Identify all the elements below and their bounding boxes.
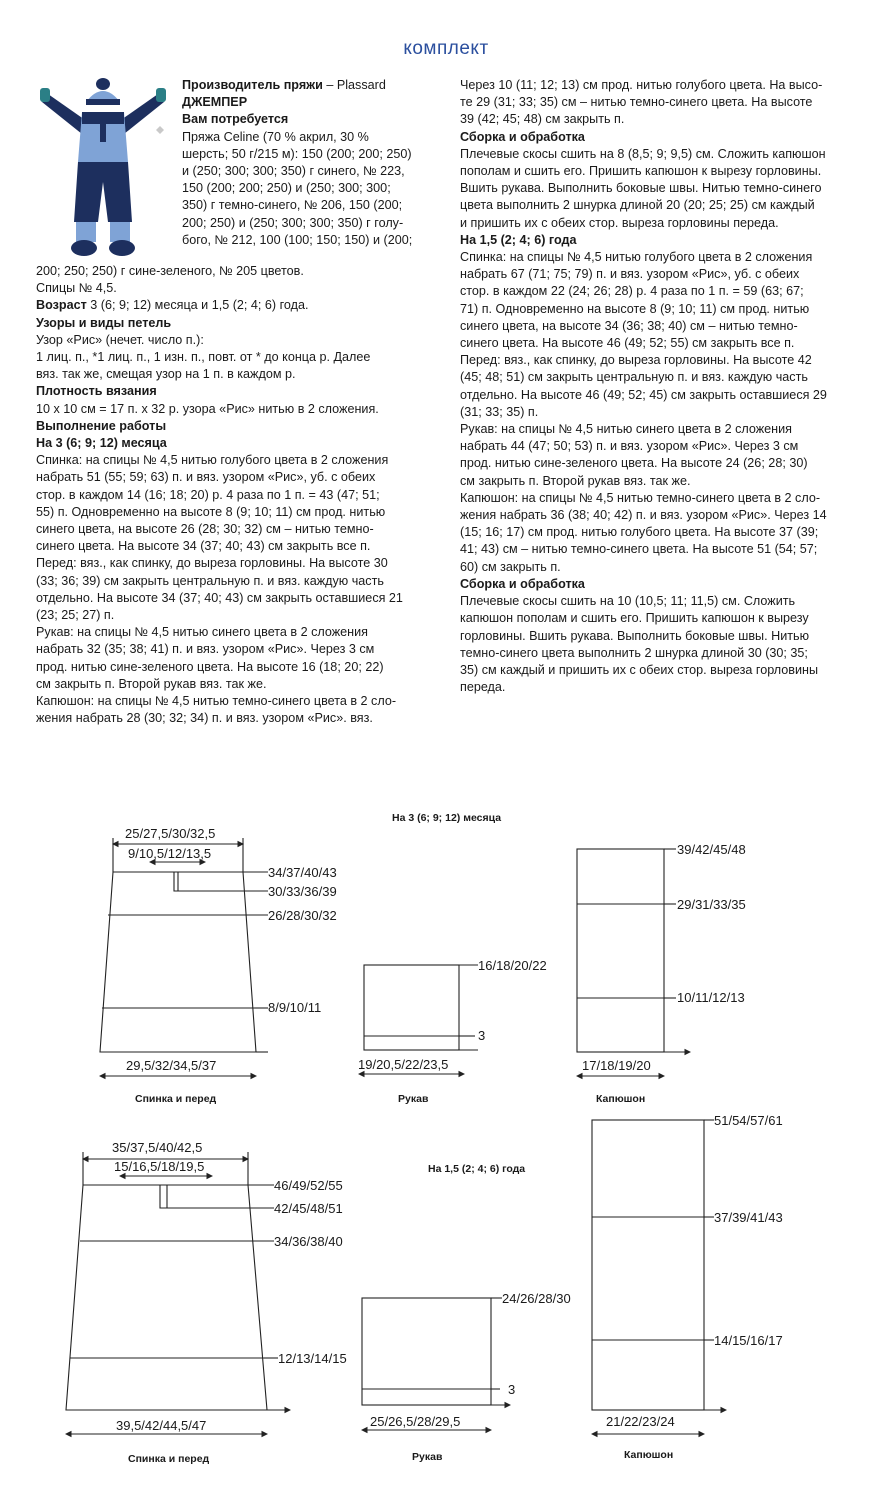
small-body-h2: 30/33/36/39: [268, 884, 337, 899]
line-text: 1 лиц. п., *1 лиц. п., 1 изн. п., повт. от * до конца р. Далее: [36, 350, 371, 365]
line-text: Узор «Рис» (нечет. число п.):: [36, 332, 204, 347]
line-text: Вшить рукава. Выполнить боковые швы. Нитью темно-синего: [460, 181, 822, 196]
line-text: 350) г темно-синего, № 206, 150 (200;: [182, 198, 403, 213]
text-line: [460, 283, 870, 300]
text-line: [36, 590, 446, 607]
large-sleeve-h1: 24/26/28/30: [502, 1291, 571, 1306]
line-text: набрать 67 (71; 75; 79) п. и вяз. узором «Рис», уб. с обеих: [460, 267, 800, 282]
text-line: [460, 180, 870, 197]
small-hood-caption: Капюшон: [596, 1093, 646, 1105]
line-text: Пряжа Celine (70 % акрил, 30 %: [182, 129, 369, 144]
large-body-h1: 46/49/52/55: [274, 1178, 343, 1193]
line-text: 55) п. Одновременно на высоте 8 (9; 10; 11) см прод. нитью: [36, 504, 386, 519]
bold-heading: Плотность вязания: [36, 384, 157, 399]
text-line: [460, 438, 870, 455]
large-body-h3: 34/36/38/40: [274, 1234, 343, 1249]
text-line: [36, 538, 446, 555]
small-body-caption: Спинка и перед: [135, 1093, 217, 1105]
text-line: [460, 77, 870, 94]
line-text: Капюшон: на спицы № 4,5 нитью темно-синего цвета в 2 сло-: [36, 694, 397, 709]
line-text: переда.: [460, 680, 506, 695]
text-line: [182, 111, 444, 128]
text-line: [460, 576, 870, 593]
left-column-intro: [182, 77, 444, 249]
text-line: [460, 301, 870, 318]
line-text: см закрыть п. Второй рукав вяз. так же.: [460, 473, 691, 488]
text-line: [36, 710, 446, 727]
text-line: [36, 366, 446, 383]
line-text: отдельно. На высоте 46 (49; 52; 45) см закрыть оставшиеся 29: [460, 387, 827, 402]
line-text: Через 10 (11; 12; 13) см прод. нитью голубого цвета. На высо-: [460, 78, 823, 92]
line-text: синего цвета, на высоте 26 (28; 30; 32) см – нитью темно-: [36, 522, 374, 537]
line-text: 3 (6; 9; 12) месяца и 1,5 (2; 4; 6) года.: [86, 298, 309, 313]
line-text: 35) см каждый и пришить их с обеих стор. выреза горловины: [460, 662, 818, 677]
large-sleeve-caption: Рукав: [412, 1451, 443, 1463]
line-text: 10 х 10 см = 17 п. х 32 р. узора «Рис» нитью в 2 сложения.: [36, 401, 379, 416]
small-body-top-width: 25/27,5/30/32,5: [125, 826, 216, 841]
text-line: [36, 676, 446, 693]
page-title: комплект: [403, 38, 489, 59]
text-line: [460, 266, 870, 283]
line-text: синего цвета. На высоте 46 (49; 52; 55) см закрыть все п.: [460, 336, 795, 351]
small-sleeve-width: 19/20,5/22/23,5: [358, 1057, 449, 1072]
line-text: набрать 51 (55; 59; 63) п. и вяз. узором «Рис», уб. с обеих: [36, 470, 376, 485]
line-text: Спинка: на спицы № 4,5 нитью голубого цвета в 2 сложения: [36, 453, 389, 468]
text-line: [36, 555, 446, 572]
small-body-neck-width: 9/10,5/12/13,5: [128, 846, 212, 861]
large-body-caption: Спинка и перед: [128, 1453, 210, 1465]
large-body-h4: 12/13/14/15: [278, 1351, 347, 1366]
text-line: [460, 111, 870, 128]
line-text: Перед: вяз., как спинку, до выреза горловины. На высоте 30: [36, 556, 388, 571]
line-text: Капюшон: на спицы № 4,5 нитью темно-синего цвета в 2 сло-: [460, 490, 821, 505]
large-sleeve-width: 25/26,5/28/29,5: [370, 1414, 461, 1429]
text-line: [460, 662, 870, 679]
line-text: Рукав: на спицы № 4,5 нитью синего цвета в 2 сложения: [460, 422, 792, 437]
large-hood-width: 21/22/23/24: [606, 1414, 675, 1429]
bold-heading: Выполнение работы: [36, 418, 167, 433]
line-text: см закрыть п. Второй рукав вяз. так же.: [36, 676, 267, 691]
text-line: [36, 263, 446, 280]
line-text: синего цвета. На высоте 34 (37; 40; 43) см закрыть все п.: [36, 539, 371, 554]
line-text: капюшон пополам и сшить его. Пришить капюшон к вырезу: [460, 611, 809, 626]
text-line: [36, 332, 446, 349]
text-line: [460, 559, 870, 576]
text-line: [36, 452, 446, 469]
text-line: [36, 401, 446, 418]
bold-heading: На 1,5 (2; 4; 6) года: [460, 232, 577, 247]
text-line: [460, 163, 870, 180]
text-line: [460, 129, 870, 146]
line-text: те 29 (31; 33; 35) см – нитью темно-синего цвета. На высоте: [460, 95, 813, 110]
text-line: [182, 129, 444, 146]
bold-heading: Вам потребуется: [182, 112, 289, 127]
line-text: набрать 44 (47; 50; 53) п. и вяз. узором «Рис». Через 3 см: [460, 439, 799, 454]
text-line: [36, 315, 446, 332]
text-line: [36, 487, 446, 504]
line-text: 41; 43) см – нитью темно-синего цвета. На высоте 51 (54; 57;: [460, 542, 818, 557]
large-body-h2: 42/45/48/51: [274, 1201, 343, 1216]
line-text: 39 (42; 45; 48) см закрыть п.: [460, 112, 625, 127]
line-text: вяз. так же, смещая узор на 1 п. в каждом р.: [36, 367, 296, 382]
line-text: (31; 33; 35) п.: [460, 404, 539, 419]
small-body-outline: [100, 872, 256, 1052]
line-text: Плечевые скосы сшить на 10 (10,5; 11; 11,5) см. Сложить: [460, 594, 796, 609]
line-text: синего цвета, на высоте 34 (36; 38; 40) см – нитью темно-: [460, 318, 798, 333]
text-line: [36, 641, 446, 658]
line-text: Спинка: на спицы № 4,5 нитью голубого цвета в 2 сложения: [460, 250, 813, 265]
line-text: набрать 32 (35; 38; 41) п. и вяз. узором «Рис». Через 3 см: [36, 642, 375, 657]
large-body-top-width: 35/37,5/40/42,5: [112, 1140, 203, 1155]
text-line: [182, 163, 444, 180]
text-line: [36, 297, 446, 314]
small-hood-h3: 10/11/12/13: [677, 990, 745, 1005]
bold-heading: ДЖЕМПЕР: [182, 95, 248, 110]
text-line: [460, 541, 870, 558]
line-text: – Plassard: [322, 78, 386, 92]
small-body-h4: 8/9/10/11: [268, 1000, 322, 1015]
text-line: [460, 645, 870, 662]
text-line: [460, 369, 870, 386]
line-text: Плечевые скосы сшить на 8 (8,5; 9; 9,5) см. Сложить капюшон: [460, 146, 826, 161]
text-line: [36, 504, 446, 521]
text-line: [36, 659, 446, 676]
line-text: Рукав: на спицы № 4,5 нитью синего цвета в 2 сложения: [36, 625, 368, 640]
line-text: стор. в каждом 14 (16; 18; 20) р. 4 раза по 1 п. = 43 (47; 51;: [36, 487, 380, 502]
text-line: [460, 197, 870, 214]
left-column-body: [36, 263, 446, 727]
bold-heading: Производитель пряжи: [182, 78, 323, 92]
large-body-neck-width: 15/16,5/18/19,5: [114, 1159, 205, 1174]
line-text: пополам и сшить его. Пришить капюшон к вырезу горловины.: [460, 164, 822, 179]
text-line: [460, 232, 870, 249]
text-line: [460, 593, 870, 610]
bold-heading: Узоры и виды петель: [36, 315, 172, 330]
text-line: [36, 469, 446, 486]
large-sleeve-h2: 3: [508, 1382, 516, 1397]
text-line: [460, 352, 870, 369]
bold-heading: Возраст: [36, 298, 87, 313]
text-line: [460, 473, 870, 490]
line-text: Спицы № 4,5.: [36, 281, 117, 296]
small-heading: На 3 (6; 9; 12) месяца: [392, 812, 502, 824]
text-line: [460, 404, 870, 421]
text-line: [182, 232, 444, 249]
small-sleeve-caption: Рукав: [398, 1093, 429, 1105]
large-heading: На 1,5 (2; 4; 6) года: [428, 1163, 526, 1175]
small-hood-width: 17/18/19/20: [582, 1058, 651, 1073]
text-line: [460, 507, 870, 524]
large-body-bottom-width: 39,5/42/44,5/47: [116, 1418, 207, 1433]
line-text: и пришить их с обеих стор. выреза горловины переда.: [460, 215, 779, 230]
text-line: [460, 215, 870, 232]
text-line: [36, 383, 446, 400]
text-line: [182, 94, 444, 111]
text-line: [460, 524, 870, 541]
large-hood-caption: Капюшон: [624, 1449, 674, 1461]
line-text: прод. нитью сине-зеленого цвета. На высоте 16 (18; 20; 22): [36, 659, 384, 674]
right-column-body: [460, 77, 870, 696]
line-text: шерсть; 50 г/215 м): 150 (200; 200; 250): [182, 146, 412, 161]
line-text: 200; 250) и (250; 300; 300; 350) г голу-: [182, 215, 404, 230]
outfit-photo: [36, 72, 178, 262]
line-text: (15; 16; 17) см прод. нитью голубого цвета. На высоте 37 (39;: [460, 525, 819, 540]
text-line: [182, 180, 444, 197]
line-text: цвета выполнить 2 шнурка длиной 20 (20; 25; 25) см каждый: [460, 198, 815, 213]
small-sleeve-h1: 16/18/20/22: [478, 958, 547, 973]
text-line: [460, 249, 870, 266]
text-line: [460, 490, 870, 507]
small-body-h1: 34/37/40/43: [268, 865, 337, 880]
line-text: 150 (200; 200; 250) и (250; 300; 300;: [182, 181, 391, 196]
text-line: [460, 94, 870, 111]
text-line: [460, 455, 870, 472]
small-body-h3: 26/28/30/32: [268, 908, 337, 923]
text-line: [182, 146, 444, 163]
line-text: стор. в каждом 22 (24; 26; 28) р. 4 раза по 1 п. = 59 (63; 67;: [460, 284, 804, 299]
text-line: [460, 335, 870, 352]
line-text: горловины. Вшить рукава. Выполнить боковые швы. Нитью: [460, 628, 810, 643]
text-line: [460, 628, 870, 645]
text-line: [36, 435, 446, 452]
text-line: [460, 318, 870, 335]
line-text: жения набрать 36 (38; 40; 42) п. и вяз. узором «Рис». Через 14: [460, 508, 827, 523]
small-body-bottom-width: 29,5/32/34,5/37: [126, 1058, 217, 1073]
line-text: (23; 25; 27) п.: [36, 608, 115, 623]
text-line: [182, 197, 444, 214]
text-line: [182, 77, 444, 94]
line-text: (33; 36; 39) см закрыть центральную п. и вяз. каждую часть: [36, 573, 384, 588]
text-line: [36, 418, 446, 435]
small-hood-h2: 29/31/33/35: [677, 897, 746, 912]
line-text: 71) п. Одновременно на высоте 8 (9; 10; 11) см прод. нитью: [460, 301, 810, 316]
text-line: [36, 607, 446, 624]
text-line: [36, 624, 446, 641]
text-line: [460, 679, 870, 696]
large-hood-h2: 37/39/41/43: [714, 1210, 783, 1225]
schematics-area: [0, 800, 892, 1500]
large-hood-h1: 51/54/57/61: [714, 1113, 783, 1128]
bold-heading: Сборка и обработка: [460, 576, 585, 591]
line-text: бого, № 212, 100 (100; 150; 150) и (200;: [182, 232, 413, 247]
line-text: жения набрать 28 (30; 32; 34) п. и вяз. узором «Рис». вяз.: [36, 711, 373, 726]
large-body-outline: [66, 1185, 267, 1410]
line-text: темно-синего цвета выполнить 2 шнурка длиной 30 (30; 35;: [460, 645, 808, 660]
text-line: [460, 387, 870, 404]
small-hood-h1: 39/42/45/48: [677, 842, 746, 857]
bold-heading: Сборка и обработка: [460, 129, 585, 144]
text-line: [36, 280, 446, 297]
text-line: [36, 349, 446, 366]
line-text: и (250; 300; 300; 350) г синего, № 223,: [182, 164, 405, 179]
text-line: [36, 693, 446, 710]
line-text: 60) см закрыть п.: [460, 559, 561, 574]
text-line: [460, 610, 870, 627]
small-sleeve-h2: 3: [478, 1028, 486, 1043]
text-line: [36, 521, 446, 538]
text-line: [460, 146, 870, 163]
line-text: отдельно. На высоте 34 (37; 40; 43) см закрыть оставшиеся 21: [36, 590, 403, 605]
text-line: [36, 573, 446, 590]
line-text: Перед: вяз., как спинку, до выреза горловины. На высоте 42: [460, 353, 812, 368]
line-text: 200; 250; 250) г сине-зеленого, № 205 цветов.: [36, 264, 304, 278]
text-line: [182, 215, 444, 232]
text-line: [460, 421, 870, 438]
line-text: (45; 48; 51) см закрыть центральную п. и вяз. каждую часть: [460, 370, 808, 385]
bold-heading: На 3 (6; 9; 12) месяца: [36, 436, 167, 451]
large-hood-h3: 14/15/16/17: [714, 1333, 783, 1348]
line-text: прод. нитью сине-зеленого цвета. На высоте 24 (26; 28; 30): [460, 456, 808, 471]
